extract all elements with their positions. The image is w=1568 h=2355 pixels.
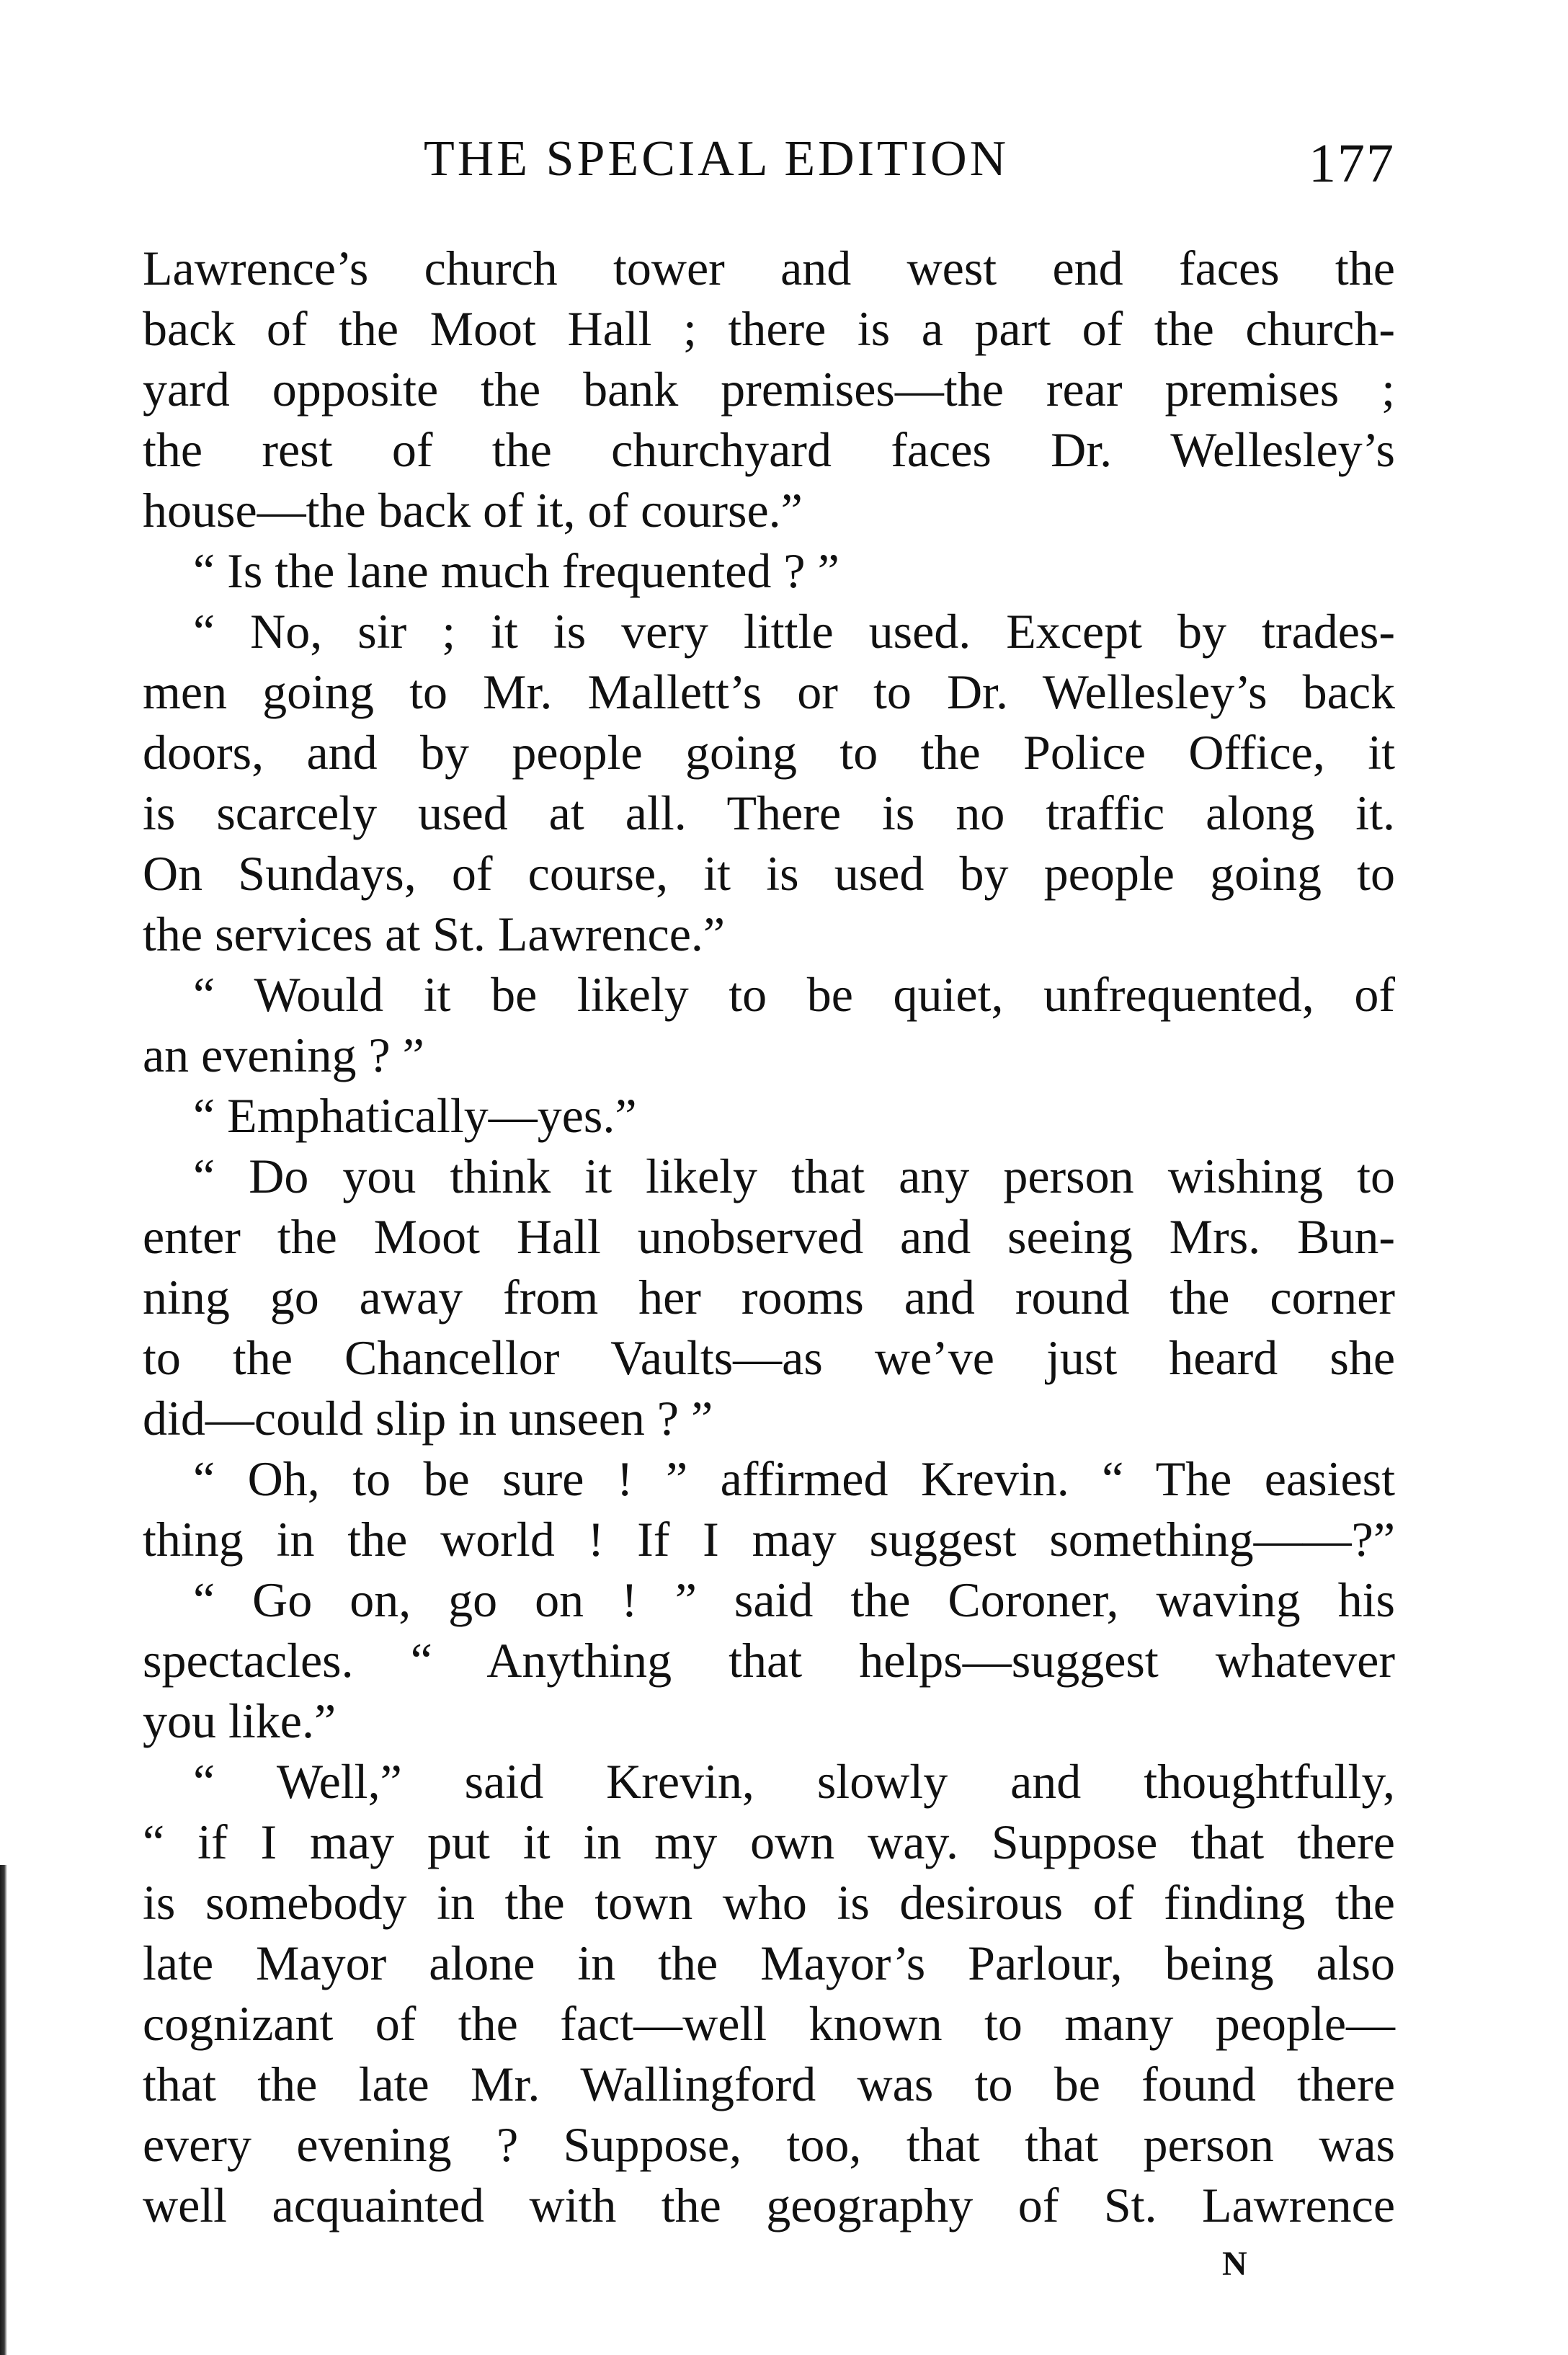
running-title: THE SPECIAL EDITION [424, 131, 1010, 187]
text-line: “ Is the lane much frequented ? ” [193, 543, 839, 598]
text-line: did—could slip in unseen ? ” [143, 1391, 713, 1446]
text-line: “ if I may put it in my own way. Suppose that there [143, 1815, 1395, 1869]
text-line: is scarcely used at all. There is no traffic along it. [143, 785, 1395, 840]
text-line: you like.” [143, 1693, 337, 1748]
text-line: well acquainted with the geography of St. Lawrence [143, 2178, 1395, 2232]
text-line: house—the back of it, of course.” [143, 483, 803, 538]
text-line: thing in the world ! If I may suggest something——?” [143, 1512, 1395, 1567]
text-line: “ Would it be likely to be quiet, unfrequented, of [193, 967, 1395, 1022]
text-line: “ Well,” said Krevin, slowly and thoughtfully, [193, 1754, 1395, 1809]
text-line: “ No, sir ; it is very little used. Except by trades- [193, 604, 1395, 659]
text-line: cognizant of the fact—well known to many people— [143, 1996, 1395, 2051]
text-line: every evening ? Suppose, too, that that person was [143, 2117, 1395, 2172]
text-line: “ Go on, go on ! ” said the Coroner, waving his [193, 1572, 1395, 1627]
text-line: is somebody in the town who is desirous of finding the [143, 1875, 1395, 1930]
text-line: late Mayor alone in the Mayor’s Parlour, being also [143, 1936, 1395, 1990]
text-line: ning go away from her rooms and round the corner [143, 1270, 1395, 1325]
text-line: Lawrence’s church tower and west end faces the [143, 241, 1395, 295]
text-line: the rest of the churchyard faces Dr. Wellesley’s [143, 422, 1395, 477]
text-line: On Sundays, of course, it is used by people going to [143, 846, 1395, 901]
text-line: enter the Moot Hall unobserved and seeing Mrs. Bun- [143, 1209, 1395, 1264]
text-line: an evening ? ” [143, 1028, 424, 1082]
text-line: men going to Mr. Mallett’s or to Dr. Wellesley’s back [143, 664, 1395, 719]
text-line: “ Oh, to be sure ! ” affirmed Krevin. “ The easiest [193, 1451, 1395, 1506]
text-line: to the Chancellor Vaults—as we’ve just heard she [143, 1330, 1395, 1385]
text-line: “ Emphatically—yes.” [193, 1088, 637, 1143]
text-line: yard opposite the bank premises—the rear premises ; [143, 362, 1395, 417]
page-number: 177 [1309, 133, 1395, 194]
signature-mark: N [1222, 2245, 1249, 2283]
text-line: back of the Moot Hall ; there is a part of the church- [143, 301, 1395, 356]
text-line: that the late Mr. Wallingford was to be found there [143, 2057, 1395, 2111]
text-line: the services at St. Lawrence.” [143, 907, 726, 961]
body-text [143, 238, 1395, 2235]
text-line: doors, and by people going to the Police Office, it [143, 725, 1395, 780]
text-line: spectacles. “ Anything that helps—suggest whatever [143, 1633, 1395, 1688]
page-header [143, 127, 1395, 192]
page-edge-shadow [0, 1865, 7, 2355]
text-line: “ Do you think it likely that any person wishing to [193, 1149, 1395, 1203]
